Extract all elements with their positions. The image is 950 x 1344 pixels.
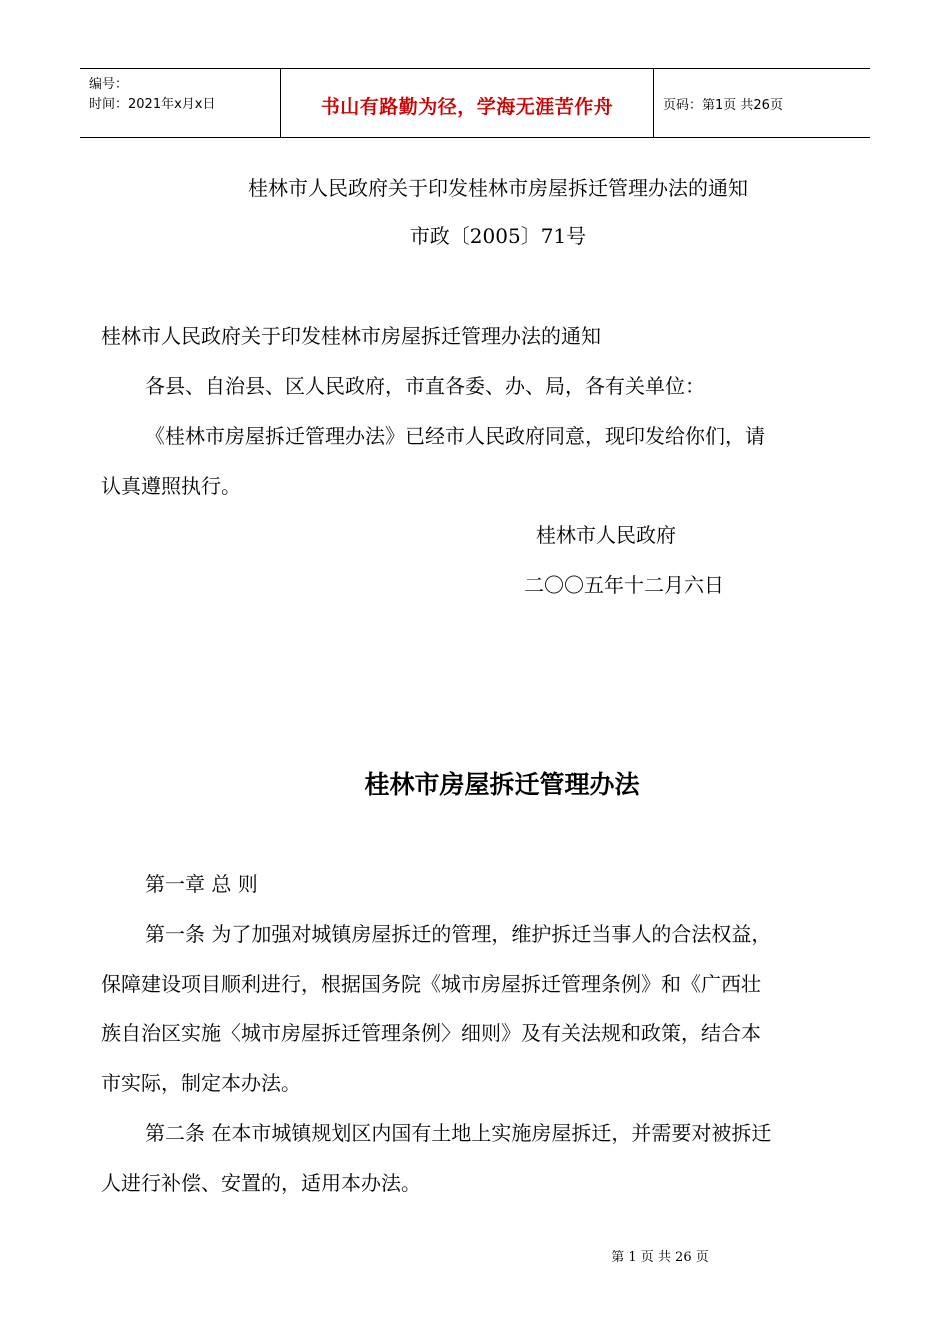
sign-date: 二〇〇五年十二月六日 xyxy=(524,573,724,597)
doc-date-label: 时间：2021年x月x日 xyxy=(89,97,216,112)
page-footer: 第 1 页 共 26 页 xyxy=(611,1250,709,1265)
article-line: 第一条 为了加强对城镇房屋拆迁的管理，维护拆迁当事人的合法权益， xyxy=(145,922,772,946)
signer: 桂林市人民政府 xyxy=(536,523,676,547)
chapter-heading: 第一章 总 则 xyxy=(145,872,258,896)
header-left-cell xyxy=(80,69,281,137)
repeat-title: 桂林市人民政府关于印发桂林市房屋拆迁管理办法的通知 xyxy=(101,324,601,348)
motto: 书山有路勤为径，学海无涯苦作舟 xyxy=(320,96,614,118)
body-paragraph-line: 《桂林市房屋拆迁管理办法》已经市人民政府同意，现印发给你们，请 xyxy=(145,424,765,448)
doc-number-label: 编号： xyxy=(89,77,129,92)
body-paragraph-line: 认真遵照执行。 xyxy=(101,474,241,498)
article-line: 保障建设项目顺利进行，根据国务院《城市房屋拆迁管理条例》和《广西壮 xyxy=(101,972,761,996)
article-line: 第二条 在本市城镇规划区内国有土地上实施房屋拆迁，并需要对被拆迁 xyxy=(145,1121,772,1145)
header-table xyxy=(80,68,870,138)
article-line: 人进行补偿、安置的，适用本办法。 xyxy=(101,1171,421,1195)
page-info: 页码：第1页 共26页 xyxy=(663,98,783,113)
measures-title: 桂林市房屋拆迁管理办法 xyxy=(364,770,640,799)
header-right-cell xyxy=(654,69,870,137)
doc-number: 市政〔2005〕71号 xyxy=(409,224,587,248)
header-middle-cell xyxy=(281,69,654,137)
addressee: 各县、自治县、区人民政府，市直各委、办、局，各有关单位： xyxy=(145,374,705,398)
article-line: 市实际，制定本办法。 xyxy=(101,1071,301,1095)
notice-title: 桂林市人民政府关于印发桂林市房屋拆迁管理办法的通知 xyxy=(248,176,748,200)
article-line: 族自治区实施〈城市房屋拆迁管理条例〉细则》及有关法规和政策，结合本 xyxy=(101,1021,761,1045)
